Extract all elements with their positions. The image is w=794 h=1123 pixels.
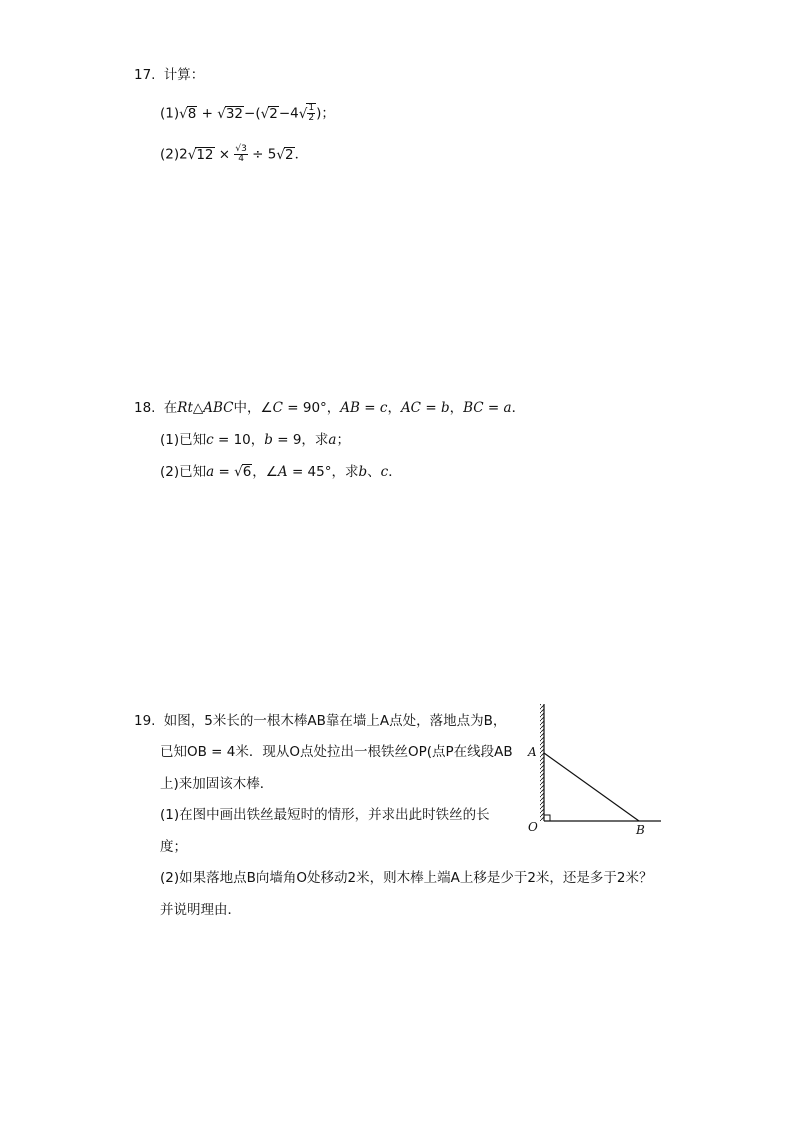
q18-part1-a: a bbox=[328, 432, 337, 448]
q18-part2-rest: ，∠ bbox=[252, 464, 278, 480]
q18-rt: Rt bbox=[177, 400, 193, 416]
q18-eqa: = bbox=[483, 400, 504, 416]
q18-sep1: ， bbox=[387, 400, 401, 416]
q18-part2-angle-A: A bbox=[277, 464, 288, 480]
q19-line2 bbox=[160, 743, 513, 761]
q18-part2-a: a bbox=[206, 464, 215, 480]
q18-part1 bbox=[160, 431, 350, 449]
q17-number: 17. bbox=[134, 67, 156, 83]
q18-part2-b: b bbox=[358, 464, 368, 480]
q18-cvar: c bbox=[379, 400, 388, 416]
q18-part2-a-eq: = bbox=[214, 464, 235, 480]
q18-part2-c: c bbox=[380, 464, 389, 480]
q17-part2-label: (2) bbox=[160, 146, 180, 163]
q19-line6-text: (2)如果落地点B向墙角O处移动2米，则木棒上端A上移是少于2米，还是多于2米？ bbox=[160, 870, 653, 886]
q18-eqb: = bbox=[421, 400, 441, 416]
q18-part2: (2)已知a = √6，∠A = 45°，求b、c． bbox=[160, 464, 402, 480]
label-o: O bbox=[528, 820, 538, 834]
q18-bc: BC bbox=[463, 400, 484, 416]
label-b: B bbox=[636, 823, 645, 837]
q18-abc: ABC bbox=[203, 400, 234, 416]
q18-number: 18. bbox=[134, 400, 156, 416]
q18-sep2: ， bbox=[449, 400, 464, 416]
q18-intro-text: 中，∠ bbox=[233, 400, 273, 416]
right-angle-marker bbox=[544, 815, 550, 821]
q19-line7-text: 并说明理由． bbox=[160, 902, 241, 918]
q18-part2-sep: 、 bbox=[367, 464, 381, 480]
q19-line5-text: 度； bbox=[160, 839, 187, 855]
q18-bvar: b bbox=[440, 400, 450, 416]
q19-line5 bbox=[160, 838, 187, 856]
q18-part2-end: ． bbox=[388, 464, 402, 480]
q19-line3-text: 上)来加固该木棒． bbox=[160, 776, 274, 792]
q18-intro bbox=[134, 399, 525, 417]
q18-ac: AC bbox=[400, 400, 422, 416]
q18-avar: a bbox=[503, 400, 512, 416]
q19-line2-text: 已知OB = 4米．现从O点处拉出一根铁丝OP(点P在线段AB bbox=[160, 744, 513, 760]
q17-part1: (1)√8 + √32−(√2−4√ $\frac{1}{2}$ )； bbox=[160, 103, 335, 123]
q19-figure bbox=[525, 700, 665, 840]
q19-line6 bbox=[160, 869, 653, 887]
q18-triangle: △ bbox=[192, 400, 204, 416]
q19-line1-text: 如图，5米长的一根木棒AB靠在墙上A点处，落地点为B， bbox=[163, 713, 507, 729]
q18-part1-c-eq: = 10， bbox=[213, 432, 265, 448]
q19-line4-text: (1)在图中画出铁丝最短时的情形，并求出此时铁丝的长 bbox=[160, 807, 490, 823]
q18-c-angle: C bbox=[272, 400, 283, 416]
q19-line7 bbox=[160, 901, 241, 919]
q18-part1-b: b bbox=[264, 432, 273, 448]
q17-part1-label: (1) bbox=[160, 105, 180, 122]
q17-part2: (2)2√12 × $\frac{√3}{4}$ ÷ 5√2． bbox=[160, 144, 309, 164]
q18-part1-b-eq: = 9，求 bbox=[272, 432, 329, 448]
q17-heading bbox=[134, 66, 204, 84]
q18-eqc: = bbox=[359, 400, 380, 416]
q18-part2-label: (2)已知 bbox=[160, 464, 207, 480]
q19-number: 19. bbox=[134, 713, 156, 729]
q18-part1-label: (1)已知 bbox=[160, 432, 207, 448]
q18-part2-angle: = 45°，求 bbox=[287, 464, 359, 480]
q18-intro-pre: 在 bbox=[163, 400, 178, 416]
label-a: A bbox=[528, 745, 537, 759]
stick-ab bbox=[544, 753, 639, 821]
q19-line1 bbox=[134, 712, 506, 730]
q18-eq90: = 90°， bbox=[282, 400, 341, 416]
q17-title: 计算： bbox=[163, 67, 205, 83]
q18-part1-end: ； bbox=[336, 432, 350, 448]
q18-ab: AB bbox=[340, 400, 360, 416]
q18-end: ． bbox=[511, 400, 526, 416]
q19-line4 bbox=[160, 806, 490, 824]
q19-line3 bbox=[160, 775, 273, 793]
q18-part1-c: c bbox=[206, 432, 214, 448]
